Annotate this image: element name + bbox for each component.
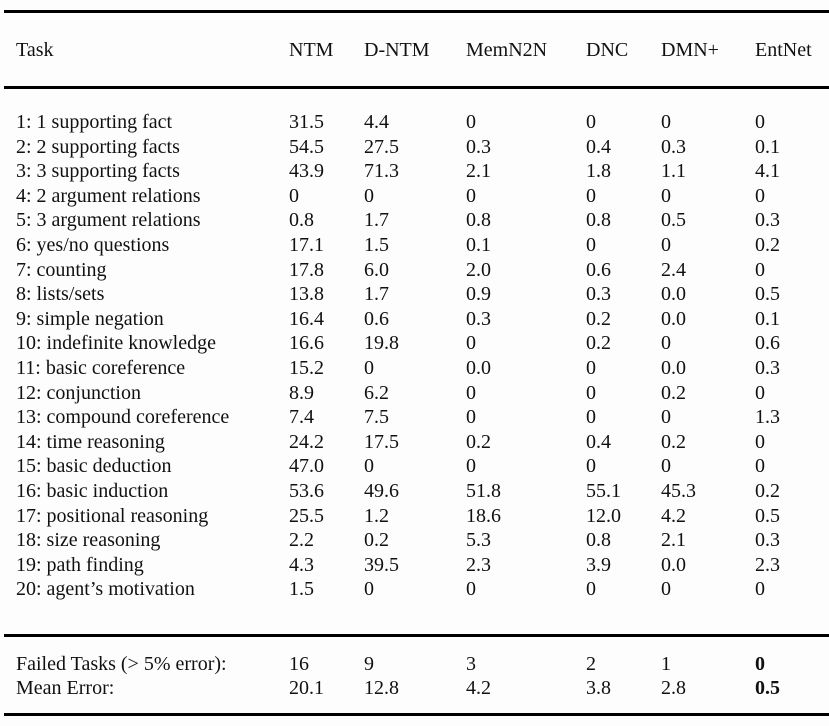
value-entnet: 0.3 xyxy=(755,529,780,552)
value-dmn: 0 xyxy=(661,111,671,133)
value-entnet: 0.2 xyxy=(755,233,780,256)
value-d-ntm: 27.5 xyxy=(364,135,399,158)
value-d-ntm: 1.7 xyxy=(364,283,389,306)
summary-value-d-ntm: 12.8 xyxy=(364,677,399,700)
value-dmn: 0.0 xyxy=(661,553,686,576)
value-dmn: 2.4 xyxy=(661,258,686,281)
value-dnc: 0 xyxy=(586,233,596,256)
value-entnet: 1.3 xyxy=(755,406,780,429)
summary-row xyxy=(0,652,829,677)
column-header-ntm: NTM xyxy=(289,39,334,61)
task-label: 7: counting xyxy=(16,258,107,281)
value-entnet: 0 xyxy=(755,111,765,133)
value-dmn: 0.0 xyxy=(661,307,686,330)
value-d-ntm: 0 xyxy=(364,455,374,478)
value-entnet: 0.6 xyxy=(755,332,780,355)
value-dnc: 0 xyxy=(586,111,596,133)
column-header-memn2n: MemN2N xyxy=(466,39,548,61)
value-dmn: 0 xyxy=(661,455,671,478)
value-d-ntm: 6.0 xyxy=(364,258,389,281)
value-ntm: 25.5 xyxy=(289,504,324,527)
value-entnet: 0.5 xyxy=(755,283,780,306)
value-memn2n: 0 xyxy=(466,111,476,133)
value-memn2n: 0.9 xyxy=(466,283,491,306)
value-ntm: 31.5 xyxy=(289,111,324,133)
value-dnc: 0 xyxy=(586,578,596,601)
summary-value-ntm: 20.1 xyxy=(289,677,324,700)
column-header-dnc: DNC xyxy=(586,39,629,61)
value-memn2n: 0 xyxy=(466,406,476,429)
value-ntm: 54.5 xyxy=(289,135,324,158)
value-ntm: 2.2 xyxy=(289,529,314,552)
task-label: 6: yes/no questions xyxy=(16,233,170,256)
value-dnc: 0.2 xyxy=(586,307,611,330)
value-ntm: 43.9 xyxy=(289,160,324,183)
value-memn2n: 0.3 xyxy=(466,307,491,330)
value-d-ntm: 1.7 xyxy=(364,209,389,232)
value-dmn: 0 xyxy=(661,406,671,429)
value-d-ntm: 0 xyxy=(364,578,374,601)
value-entnet: 0 xyxy=(755,184,765,207)
table-row xyxy=(0,504,829,529)
value-entnet: 2.3 xyxy=(755,553,780,576)
task-label: 8: lists/sets xyxy=(16,283,105,306)
value-memn2n: 2.1 xyxy=(466,160,491,183)
value-dnc: 0.6 xyxy=(586,258,611,281)
value-d-ntm: 4.4 xyxy=(364,111,389,133)
table-row xyxy=(0,331,829,356)
summary-label: Mean Error: xyxy=(16,677,115,700)
value-dmn: 0.5 xyxy=(661,209,686,232)
table-row xyxy=(0,553,829,578)
summary-value-memn2n: 3 xyxy=(466,652,476,675)
table-row xyxy=(0,282,829,307)
value-ntm: 15.2 xyxy=(289,356,324,379)
value-dmn: 45.3 xyxy=(661,479,696,502)
task-label: 2: 2 supporting facts xyxy=(16,135,180,158)
value-d-ntm: 19.8 xyxy=(364,332,399,355)
task-label: 15: basic deduction xyxy=(16,455,172,478)
value-dnc: 0.8 xyxy=(586,529,611,552)
table-row xyxy=(0,454,829,479)
value-d-ntm: 1.5 xyxy=(364,233,389,256)
value-dnc: 0.4 xyxy=(586,135,611,158)
summary-value-ntm: 16 xyxy=(289,652,309,675)
value-ntm: 24.2 xyxy=(289,430,324,453)
table-row xyxy=(0,208,829,233)
value-memn2n: 0 xyxy=(466,578,476,601)
table-row xyxy=(0,577,829,602)
value-ntm: 16.6 xyxy=(289,332,324,355)
table-row xyxy=(0,184,829,209)
summary-label: Failed Tasks (> 5% error): xyxy=(16,652,227,675)
task-label: 3: 3 supporting facts xyxy=(16,160,180,183)
table-row xyxy=(0,430,829,455)
value-d-ntm: 39.5 xyxy=(364,553,399,576)
summary-value-entnet: 0 xyxy=(755,652,765,675)
value-dnc: 0.3 xyxy=(586,283,611,306)
table-header-row xyxy=(0,13,829,86)
value-dnc: 0 xyxy=(586,184,596,207)
table-row xyxy=(0,135,829,160)
task-label: 16: basic induction xyxy=(16,479,169,502)
value-dnc: 0 xyxy=(586,455,596,478)
value-d-ntm: 0.2 xyxy=(364,529,389,552)
summary-value-entnet: 0.5 xyxy=(755,677,780,700)
value-dnc: 0 xyxy=(586,381,596,404)
value-dmn: 0 xyxy=(661,233,671,256)
summary-value-dnc: 3.8 xyxy=(586,677,611,700)
value-dnc: 3.9 xyxy=(586,553,611,576)
value-ntm: 16.4 xyxy=(289,307,324,330)
value-d-ntm: 49.6 xyxy=(364,479,399,502)
value-memn2n: 5.3 xyxy=(466,529,491,552)
value-dmn: 0.0 xyxy=(661,356,686,379)
value-memn2n: 2.3 xyxy=(466,553,491,576)
table-row xyxy=(0,479,829,504)
value-ntm: 4.3 xyxy=(289,553,314,576)
summary-value-memn2n: 4.2 xyxy=(466,677,491,700)
value-dmn: 0 xyxy=(661,332,671,355)
value-memn2n: 0 xyxy=(466,332,476,355)
value-entnet: 0 xyxy=(755,258,765,281)
value-dnc: 55.1 xyxy=(586,479,621,502)
value-entnet: 4.1 xyxy=(755,160,780,183)
table-row xyxy=(0,528,829,553)
task-label: 1: 1 supporting fact xyxy=(16,111,173,133)
summary-value-d-ntm: 9 xyxy=(364,652,374,675)
value-memn2n: 0.1 xyxy=(466,233,491,256)
value-ntm: 17.8 xyxy=(289,258,324,281)
value-entnet: 0.1 xyxy=(755,307,780,330)
task-label: 11: basic coreference xyxy=(16,356,186,379)
task-label: 4: 2 argument relations xyxy=(16,184,201,207)
value-ntm: 1.5 xyxy=(289,578,314,601)
value-entnet: 0.1 xyxy=(755,135,780,158)
value-dnc: 0 xyxy=(586,356,596,379)
value-d-ntm: 7.5 xyxy=(364,406,389,429)
value-dmn: 0.0 xyxy=(661,283,686,306)
value-d-ntm: 1.2 xyxy=(364,504,389,527)
value-dmn: 0.2 xyxy=(661,381,686,404)
summary-value-dnc: 2 xyxy=(586,652,596,675)
task-label: 20: agent’s motivation xyxy=(16,578,195,601)
value-dnc: 1.8 xyxy=(586,160,611,183)
value-entnet: 0.3 xyxy=(755,209,780,232)
value-memn2n: 0 xyxy=(466,381,476,404)
value-dnc: 0.8 xyxy=(586,209,611,232)
task-label: 9: simple negation xyxy=(16,307,164,330)
table-row xyxy=(0,159,829,184)
task-label: 10: indefinite knowledge xyxy=(16,332,216,355)
column-header-d-ntm: D-NTM xyxy=(364,39,430,61)
value-d-ntm: 0.6 xyxy=(364,307,389,330)
value-entnet: 0 xyxy=(755,430,765,453)
value-dmn: 0.3 xyxy=(661,135,686,158)
summary-value-dmn: 2.8 xyxy=(661,677,686,700)
value-memn2n: 0.3 xyxy=(466,135,491,158)
summary-value-dmn: 1 xyxy=(661,652,671,675)
table-row xyxy=(0,233,829,258)
column-header-entnet: EntNet xyxy=(755,39,812,61)
value-dnc: 0 xyxy=(586,406,596,429)
table-row xyxy=(0,381,829,406)
value-entnet: 0 xyxy=(755,578,765,601)
value-dnc: 12.0 xyxy=(586,504,621,527)
value-entnet: 0 xyxy=(755,381,765,404)
value-entnet: 0.2 xyxy=(755,479,780,502)
table-row xyxy=(0,307,829,332)
value-memn2n: 18.6 xyxy=(466,504,501,527)
summary-row xyxy=(0,676,829,701)
task-label: 18: size reasoning xyxy=(16,529,161,552)
value-ntm: 0.8 xyxy=(289,209,314,232)
value-d-ntm: 17.5 xyxy=(364,430,399,453)
value-ntm: 8.9 xyxy=(289,381,314,404)
value-dmn: 0.2 xyxy=(661,430,686,453)
value-memn2n: 51.8 xyxy=(466,479,501,502)
value-memn2n: 0.8 xyxy=(466,209,491,232)
value-dmn: 2.1 xyxy=(661,529,686,552)
value-dmn: 0 xyxy=(661,578,671,601)
task-label: 12: conjunction xyxy=(16,381,141,404)
value-d-ntm: 71.3 xyxy=(364,160,399,183)
value-ntm: 0 xyxy=(289,184,299,207)
value-ntm: 53.6 xyxy=(289,479,324,502)
value-entnet: 0 xyxy=(755,455,765,478)
task-label: 19: path finding xyxy=(16,553,144,576)
paper-results-table xyxy=(0,10,829,726)
table-row xyxy=(0,110,829,135)
table-row xyxy=(0,356,829,381)
value-ntm: 47.0 xyxy=(289,455,324,478)
task-label: 5: 3 argument relations xyxy=(16,209,201,232)
table-row xyxy=(0,405,829,430)
task-label: 14: time reasoning xyxy=(16,430,165,453)
value-d-ntm: 0 xyxy=(364,184,374,207)
value-memn2n: 2.0 xyxy=(466,258,491,281)
value-dnc: 0.4 xyxy=(586,430,611,453)
value-entnet: 0.3 xyxy=(755,356,780,379)
value-memn2n: 0.0 xyxy=(466,356,491,379)
value-d-ntm: 6.2 xyxy=(364,381,389,404)
value-ntm: 17.1 xyxy=(289,233,324,256)
value-memn2n: 0 xyxy=(466,455,476,478)
task-label: 17: positional reasoning xyxy=(16,504,209,527)
value-dmn: 1.1 xyxy=(661,160,686,183)
value-ntm: 13.8 xyxy=(289,283,324,306)
column-header-dmn: DMN+ xyxy=(661,39,719,61)
value-dmn: 0 xyxy=(661,184,671,207)
value-dnc: 0.2 xyxy=(586,332,611,355)
value-entnet: 0.5 xyxy=(755,504,780,527)
value-d-ntm: 0 xyxy=(364,356,374,379)
task-label: 13: compound coreference xyxy=(16,406,230,429)
value-memn2n: 0 xyxy=(466,184,476,207)
table-summary xyxy=(0,637,829,713)
value-memn2n: 0.2 xyxy=(466,430,491,453)
column-header-task: Task xyxy=(16,39,54,61)
value-ntm: 7.4 xyxy=(289,406,314,429)
table-row xyxy=(0,258,829,283)
table-body xyxy=(0,89,829,634)
value-dmn: 4.2 xyxy=(661,504,686,527)
